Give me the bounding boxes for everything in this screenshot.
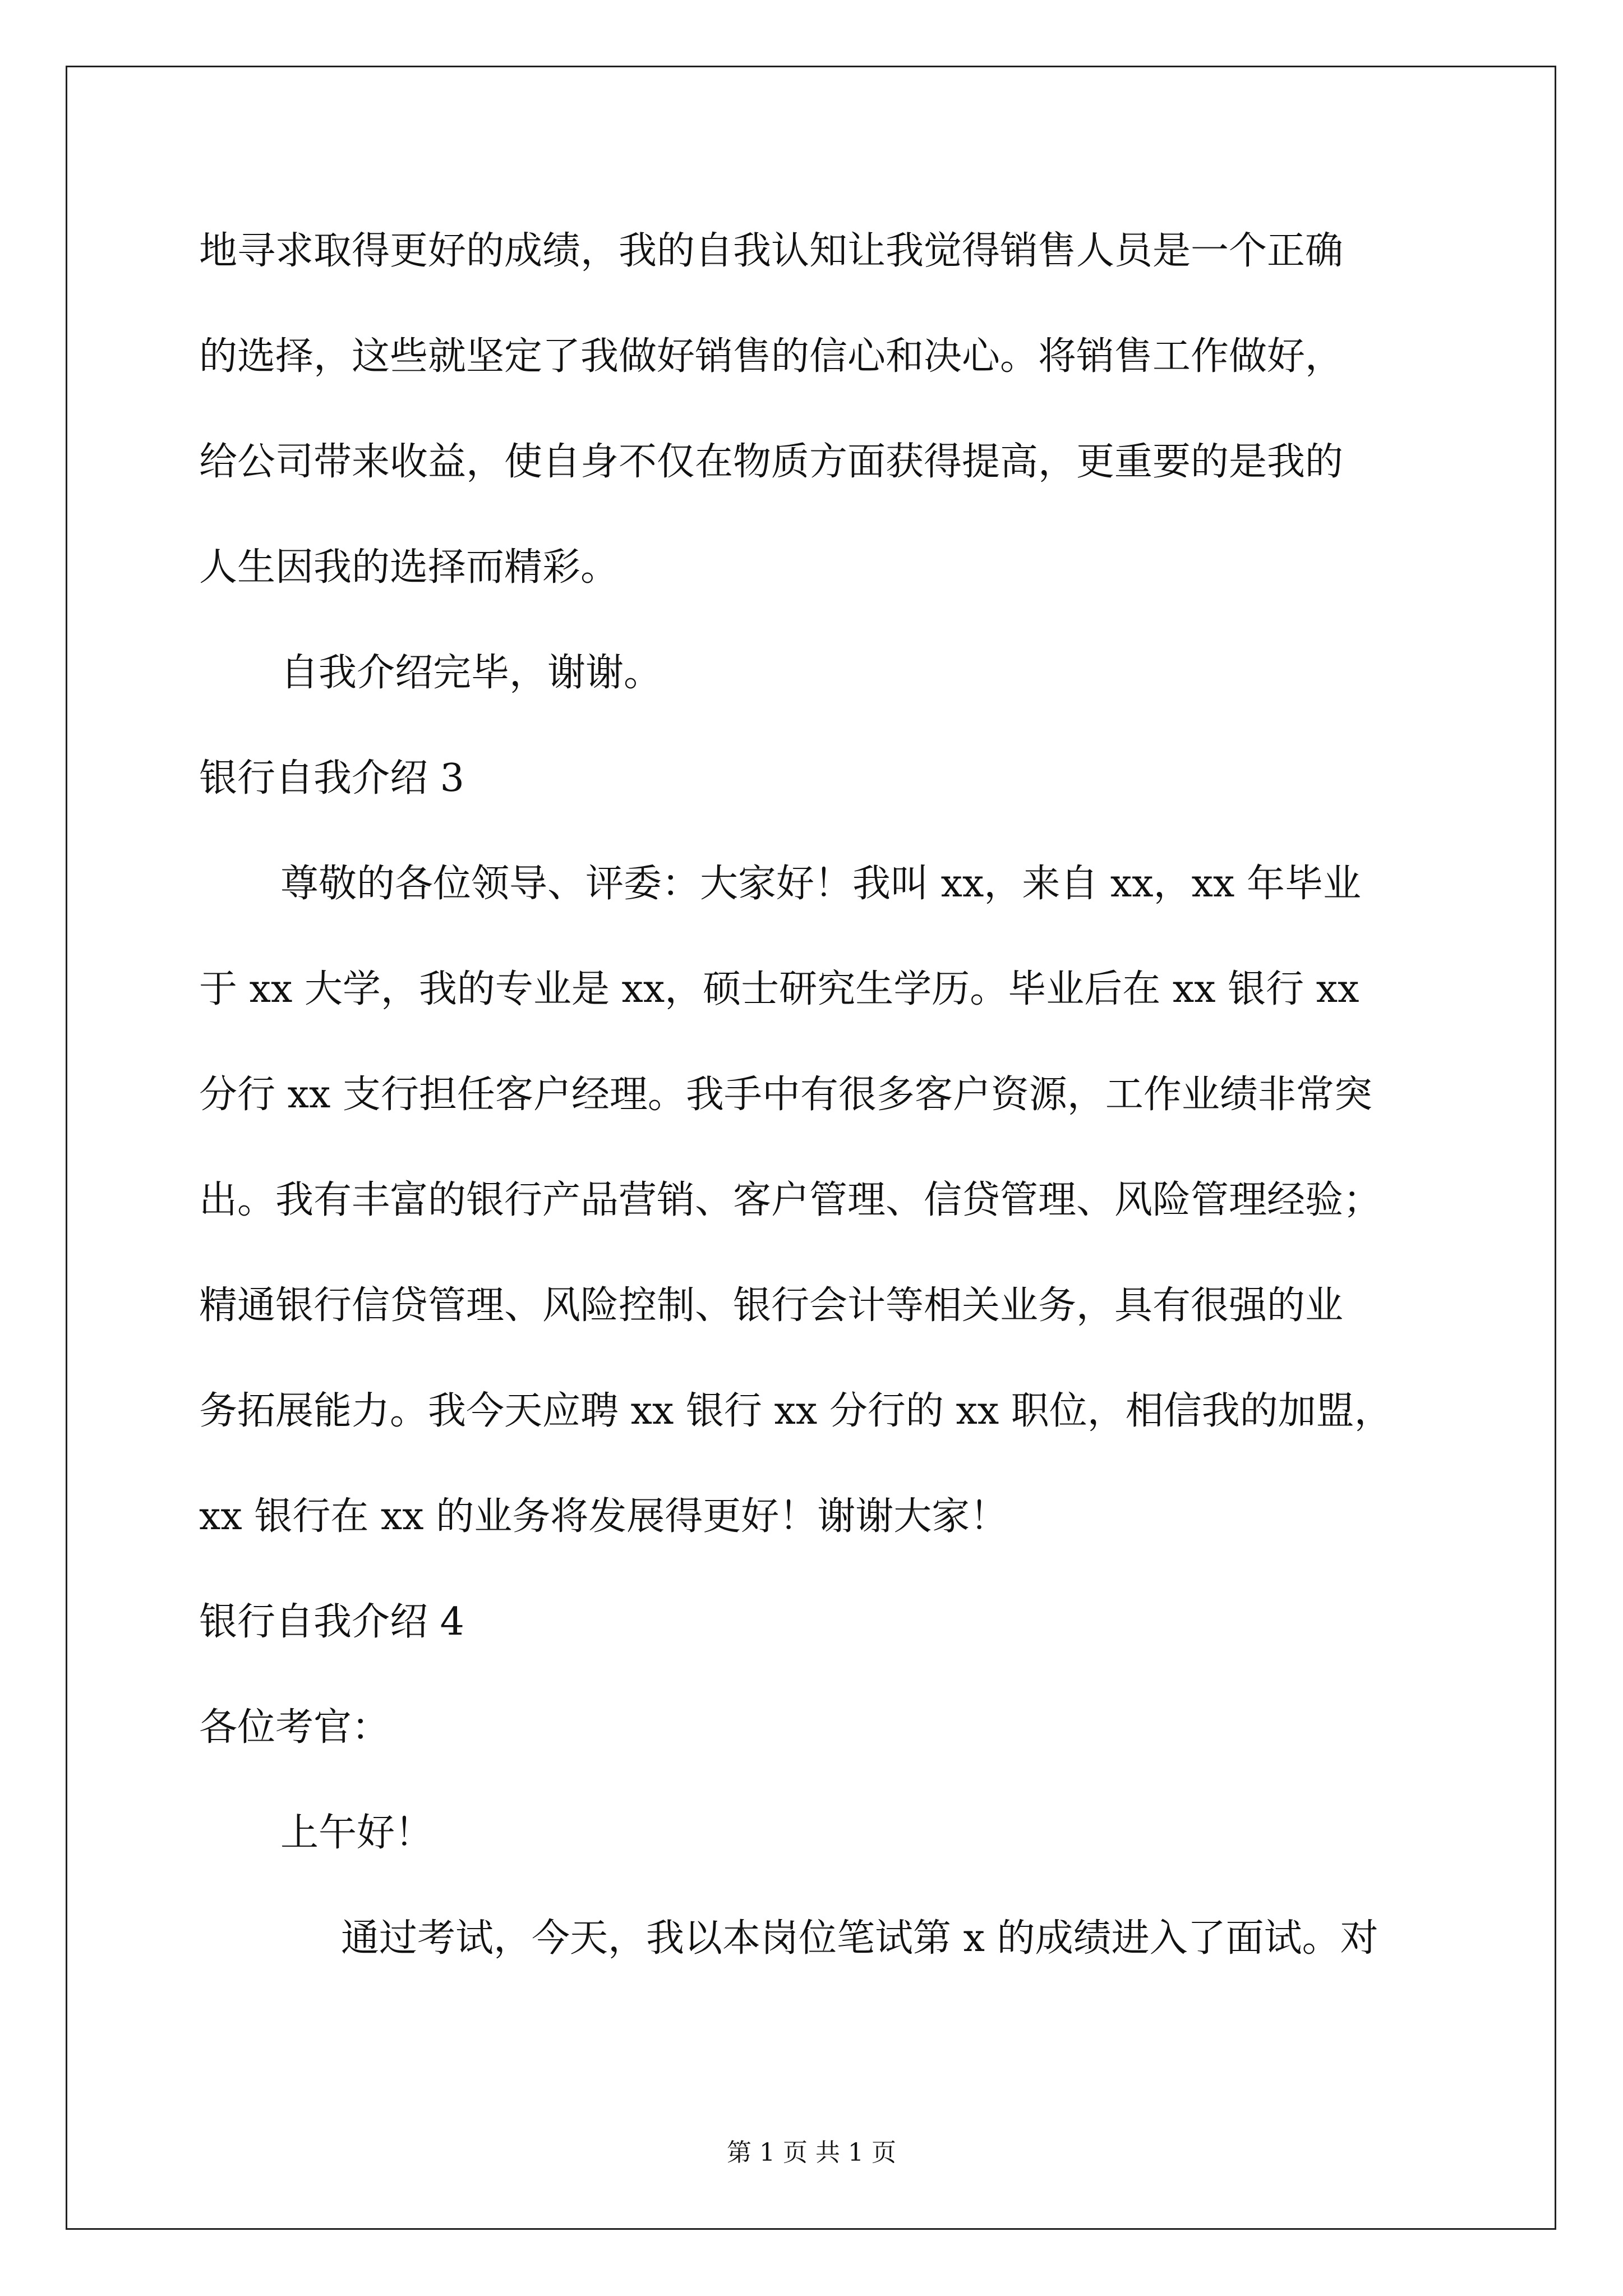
body-line: 通过考试，今天，我以本岗位笔试第 x 的成绩进入了面试。对	[341, 1916, 1378, 1961]
body-line: 的选择，这些就坚定了我做好销售的信心和决心。将销售工作做好，	[199, 334, 1344, 379]
closing-line: 自我介绍完毕，谢谢。	[280, 651, 662, 695]
body-line: 精通银行信贷管理、风险控制、银行会计等相关业务，具有很强的业	[199, 1283, 1344, 1328]
body-line: 出。我有丰富的银行产品营销、客户管理、信贷管理、风险管理经验；	[199, 1178, 1382, 1222]
body-line: xx 银行在 xx 的业务将发展得更好！谢谢大家！	[199, 1494, 1008, 1539]
section-heading: 银行自我介绍 4	[199, 1600, 464, 1644]
body-line: 尊敬的各位领导、评委：大家好！我叫 xx，来自 xx，xx 年毕业	[280, 862, 1361, 906]
salutation: 各位考官：	[199, 1705, 390, 1750]
page-border	[66, 66, 1556, 2230]
page-footer: 第 1 页 共 1 页	[727, 2138, 896, 2167]
section-heading: 银行自我介绍 3	[199, 756, 464, 800]
body-line: 给公司带来收益，使自身不仅在物质方面获得提高，更重要的是我的	[199, 440, 1344, 484]
body-line: 于 xx 大学，我的专业是 xx，硕士研究生学历。毕业后在 xx 银行 xx	[199, 967, 1359, 1011]
body-line: 人生因我的选择而精彩。	[199, 545, 619, 590]
body-line: 分行 xx 支行担任客户经理。我手中有很多客户资源，工作业绩非常突	[199, 1073, 1372, 1117]
greeting: 上午好！	[280, 1811, 434, 1855]
body-line: 地寻求取得更好的成绩，我的自我认知让我觉得销售人员是一个正确	[199, 229, 1344, 273]
body-line: 务拓展能力。我今天应聘 xx 银行 xx 分行的 xx 职位，相信我的加盟，	[199, 1389, 1393, 1433]
